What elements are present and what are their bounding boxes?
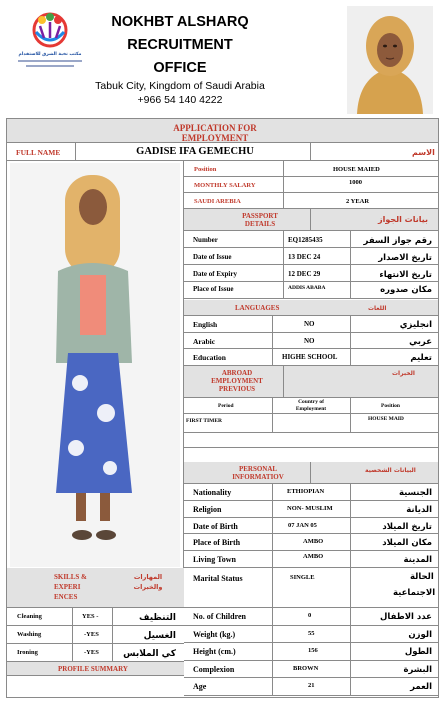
skill-label-ar: التنظيف [139, 613, 176, 623]
languages-title: LANGUAGES [235, 304, 280, 312]
divider [350, 248, 351, 265]
skill-label-ar: الغسيل [143, 631, 176, 641]
skill-label: Ironing [17, 649, 38, 656]
form-title: APPLICATION FOR EMPLOYMENT [173, 123, 257, 143]
divider [272, 608, 273, 626]
logo-subtext [18, 60, 82, 62]
language-label-ar: تعليم [410, 353, 432, 363]
passport-value: 13 DEC 24 [288, 253, 321, 261]
language-label-ar: عربي [409, 336, 432, 347]
skill-value: -YES [84, 649, 99, 656]
divider [272, 534, 273, 551]
divider [184, 432, 438, 433]
divider [350, 678, 351, 696]
personal-value: AMBO [303, 553, 324, 560]
passport-label: Date of Expiry [193, 270, 237, 278]
company-name-line3: OFFICE [153, 60, 207, 76]
language-value: NO [304, 320, 315, 328]
personal-label: Living Town [193, 555, 236, 565]
language-value: HIGHE SCHOOL [282, 353, 338, 361]
languages-section-header [184, 300, 438, 316]
divider [350, 349, 351, 366]
marital-label: Marital Status [193, 574, 243, 583]
full-name-value: GADISE IFA GEMECHU [136, 146, 254, 157]
divider [272, 568, 273, 608]
personal-label: Height (cm.) [193, 647, 236, 656]
skills-title-ar: المهارات والخبرات [133, 573, 163, 591]
divider [272, 349, 273, 366]
company-phone: +966 54 140 4222 [137, 94, 223, 106]
divider [350, 398, 351, 432]
full-name-label-ar: الاسم [412, 148, 435, 157]
divider [350, 484, 351, 501]
company-name-line1: NOKHBT ALSHARQ [111, 14, 249, 30]
personal-value: 55 [308, 629, 315, 637]
divider [272, 316, 273, 333]
divider [283, 248, 284, 265]
passport-title-ar: بيانات الجواز [378, 215, 428, 224]
job-row [184, 161, 438, 177]
skill-label: Cleaning [17, 613, 42, 620]
personal-label: No. of Children [193, 612, 246, 621]
country-label: SAUDI AREBIA [194, 198, 241, 205]
skills-title: SKILLS & EXPERI ENCES [54, 573, 87, 601]
divider [283, 265, 284, 282]
personal-label-ar: الديانة [406, 504, 432, 515]
language-label: English [193, 320, 218, 329]
passport-photo [347, 6, 433, 114]
divider [310, 209, 311, 231]
personal-label-ar: الطول [404, 647, 432, 657]
divider [350, 333, 351, 350]
passport-value: ADDIS ABABA [288, 285, 326, 291]
abroad-row-position: HOUSE MAID [368, 416, 404, 422]
abroad-col-country: Country of Employment [295, 399, 327, 412]
divider [350, 265, 351, 282]
personal-value: AMBO [303, 538, 324, 546]
divider [272, 501, 273, 518]
language-label: Arabic [193, 336, 216, 346]
language-value: NO [304, 336, 315, 345]
abroad-title: ABROAD EMPLOYMENT PREVIOUS [211, 369, 263, 393]
divider [350, 551, 351, 568]
personal-value: 156 [308, 647, 318, 654]
salary-value: 1000 [349, 179, 362, 186]
divider [272, 518, 273, 535]
divider [72, 608, 73, 626]
divider [272, 398, 273, 432]
skill-value: YES - [82, 613, 99, 620]
divider [310, 462, 311, 484]
language-label: Education [193, 353, 226, 362]
divider [350, 661, 351, 679]
personal-value: 07 JAN 05 [288, 521, 317, 529]
divider [283, 282, 284, 299]
divider [350, 282, 351, 299]
languages-title-ar: اللغات [368, 305, 387, 312]
divider [283, 366, 284, 398]
personal-label: Place of Birth [193, 538, 241, 548]
divider [112, 644, 113, 662]
divider [272, 484, 273, 501]
personal-value: BROWN [293, 664, 319, 672]
divider [350, 231, 351, 248]
logo-caption: مكتب نخبة الشرق للاستقدام [18, 52, 82, 57]
personal-label-ar: مكان الميلاد [382, 538, 432, 549]
personal-label-ar: العمر [410, 682, 432, 692]
passport-title: PASSPORT DETAILS [242, 212, 278, 228]
marital-label-ar2: الاجتماعية [393, 588, 436, 598]
abroad-title-ar: الخبرات [392, 370, 415, 377]
abroad-col-period: Period [218, 403, 234, 409]
divider [283, 231, 284, 248]
header [0, 0, 443, 118]
passport-label-ar: رقم جواز السفر [363, 236, 432, 246]
divider [350, 608, 351, 626]
personal-value: 21 [308, 682, 315, 689]
full-name-label: FULL NAME [16, 148, 61, 157]
personal-title-ar: البيانات الشخصية [365, 467, 416, 474]
personal-label: Age [193, 682, 207, 691]
divider [350, 568, 351, 608]
divider [184, 447, 438, 448]
divider [350, 316, 351, 333]
profile-summary-title: PROFILE SUMMARY [58, 665, 128, 673]
divider [272, 678, 273, 696]
divider [112, 626, 113, 644]
divider [272, 333, 273, 350]
abroad-row-period: FIRST TIMER [186, 418, 223, 424]
company-logo [14, 8, 86, 70]
divider [112, 608, 113, 626]
marital-value: SINGLE [290, 574, 315, 581]
divider [350, 643, 351, 661]
salary-label: MONTHLY SALARY [194, 182, 256, 189]
company-city: Tabuk City, Kingdom of Saudi Arabia [95, 80, 265, 92]
divider [283, 161, 284, 209]
full-body-photo [10, 163, 180, 567]
divider [272, 643, 273, 661]
position-value: HOUSE MAIED [333, 166, 380, 173]
personal-label: Complexion [193, 664, 235, 674]
divider [350, 626, 351, 644]
passport-label: Place of Issue [193, 285, 234, 293]
company-name-line2: RECRUITMENT [127, 37, 233, 53]
divider [72, 644, 73, 662]
personal-label: Date of Birth [193, 521, 238, 531]
logo-subtext [26, 65, 74, 67]
personal-value: ETHIOPIAN [287, 488, 325, 495]
skill-label: Washing [17, 631, 42, 638]
position-label: Position [194, 166, 217, 173]
divider [350, 518, 351, 535]
passport-label-ar: مكان صدوره [380, 285, 432, 295]
divider [350, 534, 351, 551]
abroad-col-position: Position [381, 403, 400, 409]
contract-value: 2 YEAR [346, 198, 370, 205]
personal-label: Religion [193, 504, 222, 514]
people-logo-icon [14, 8, 86, 52]
divider [272, 626, 273, 644]
personal-label: Nationality [193, 488, 232, 497]
skill-value: -YES [84, 631, 99, 638]
divider [75, 143, 76, 161]
personal-label-ar: الجنسية [399, 488, 432, 498]
personal-label-ar: تاريخ الميلاد [382, 521, 432, 532]
passport-label: Number [193, 236, 218, 244]
personal-label: Weight (kg.) [193, 629, 236, 639]
personal-value: 0 [308, 612, 312, 619]
personal-label-ar: البشرة [403, 664, 432, 675]
divider [272, 551, 273, 568]
personal-value: NON- MUSLIM [287, 504, 333, 512]
marital-label-ar1: الحالة [410, 572, 434, 582]
passport-value: EQ1285435 [288, 236, 323, 244]
language-label-ar: انجليزي [399, 320, 432, 330]
passport-value: 12 DEC 29 [288, 270, 321, 278]
divider [72, 626, 73, 644]
skill-label-ar: كي الملابس [123, 649, 176, 659]
divider [350, 501, 351, 518]
personal-label-ar: المدينة [403, 555, 432, 566]
personal-label-ar: الوزن [408, 629, 432, 640]
divider [310, 143, 311, 161]
divider [272, 661, 273, 679]
passport-label-ar: تاريخ الانتهاء [379, 270, 432, 280]
passport-label-ar: تاريخ الاصدار [378, 253, 432, 263]
personal-label-ar: عدد الاطفال [380, 612, 432, 622]
passport-label: Date of Issue [193, 253, 232, 261]
personal-title: PERSONAL INFORMATIOV [232, 465, 284, 481]
